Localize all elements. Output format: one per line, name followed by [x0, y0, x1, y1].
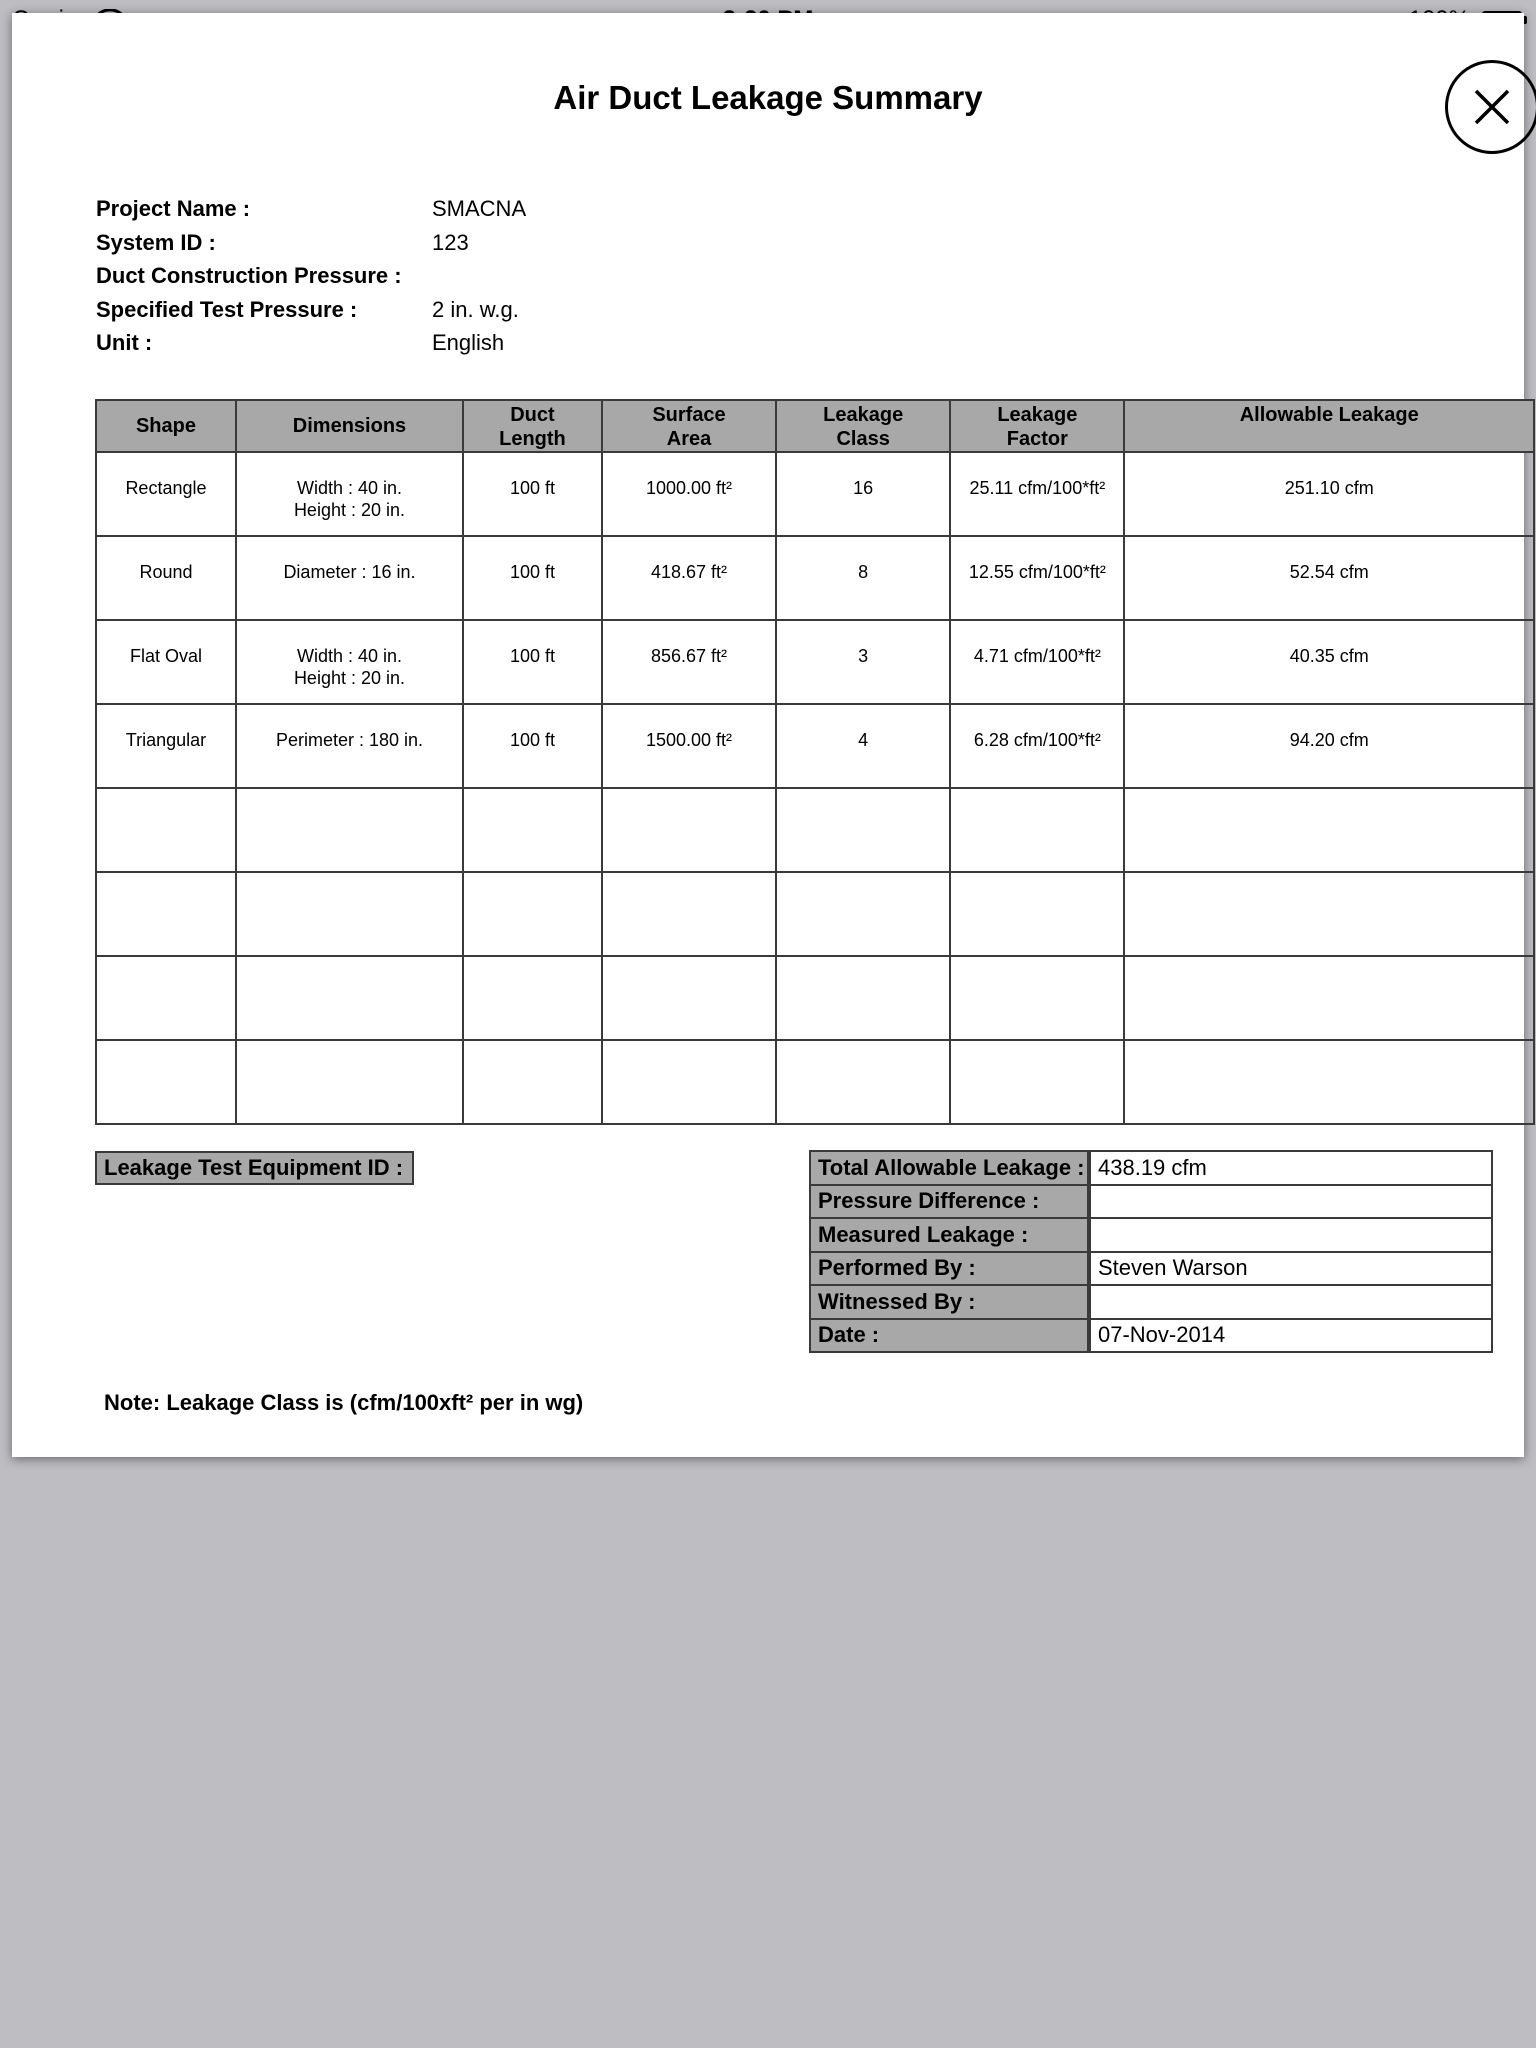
page-title: Air Duct Leakage Summary [553, 79, 983, 116]
cell-allowable-leakage [1124, 788, 1534, 872]
totals-label: Performed By : [810, 1252, 1088, 1286]
cell-leakage-class: 16 [776, 452, 950, 536]
cell-duct-length [463, 1040, 602, 1124]
cell-dimensions [236, 788, 463, 872]
cell-allowable-leakage [1124, 1040, 1534, 1124]
column-header-duct-length: Duct Length [463, 400, 602, 452]
totals-label: Pressure Difference : [810, 1185, 1088, 1219]
cell-dimensions: Perimeter : 180 in. [236, 704, 463, 788]
column-header-leakage-factor: Leakage Factor [950, 400, 1124, 452]
cell-leakage-class [776, 788, 950, 872]
info-value: SMACNA [432, 196, 527, 221]
cell-leakage-class: 3 [776, 620, 950, 704]
cell-shape [96, 1040, 236, 1124]
info-label: Duct Construction Pressure : [96, 263, 402, 288]
leakage-class-note: Note: Leakage Class is (cfm/100xft² per in wg) [104, 1390, 584, 1415]
cell-dimensions [236, 1040, 463, 1124]
table-row [96, 1040, 1534, 1124]
cell-duct-length: 100 ft [463, 536, 602, 620]
cell-leakage-factor [950, 788, 1124, 872]
summary-sheet [12, 13, 1524, 1457]
cell-surface-area [602, 956, 776, 1040]
table-row [96, 452, 1534, 536]
cell-surface-area: 418.67 ft² [602, 536, 776, 620]
cell-shape: Flat Oval [96, 620, 236, 704]
table-row [96, 956, 1534, 1040]
column-header-leakage-class: Leakage Class [776, 400, 950, 452]
cell-dimensions [236, 956, 463, 1040]
cell-surface-area [602, 1040, 776, 1124]
cell-surface-area [602, 872, 776, 956]
cell-dimensions: Diameter : 16 in. [236, 536, 463, 620]
cell-shape [96, 956, 236, 1040]
totals-value [1090, 1185, 1492, 1219]
totals-value: 438.19 cfm [1090, 1151, 1492, 1185]
cell-dimensions: Width : 40 in. Height : 20 in. [236, 452, 463, 536]
info-value: 123 [432, 229, 469, 255]
totals-row [810, 1185, 1492, 1219]
totals-row [810, 1151, 1492, 1185]
totals-table [809, 1150, 1493, 1353]
totals-label: Witnessed By : [810, 1285, 1088, 1319]
totals-row [810, 1252, 1492, 1286]
cell-duct-length [463, 872, 602, 956]
column-header-allowable-leakage: Allowable Leakage [1124, 400, 1534, 452]
cell-leakage-class: 4 [776, 704, 950, 788]
table-row [96, 536, 1534, 620]
totals-row [810, 1319, 1492, 1353]
cell-allowable-leakage: 52.54 cfm [1124, 536, 1534, 620]
cell-leakage-factor [950, 1040, 1124, 1124]
leakage-table [95, 399, 1535, 1125]
close-button[interactable] [1445, 60, 1536, 154]
cell-allowable-leakage [1124, 872, 1534, 956]
column-header-surface-area: Surface Area [602, 400, 776, 452]
cell-surface-area [602, 788, 776, 872]
totals-value [1090, 1285, 1492, 1319]
cell-leakage-class [776, 872, 950, 956]
info-label: Project Name : [96, 196, 251, 221]
info-label: System ID : [96, 229, 216, 255]
cell-dimensions: Width : 40 in. Height : 20 in. [236, 620, 463, 704]
close-icon [1472, 87, 1512, 127]
column-header-shape: Shape [96, 400, 236, 452]
cell-duct-length: 100 ft [463, 452, 602, 536]
cell-leakage-class: 8 [776, 536, 950, 620]
cell-shape: Rectangle [96, 452, 236, 536]
cell-shape [96, 788, 236, 872]
cell-duct-length: 100 ft [463, 704, 602, 788]
cell-leakage-factor: 25.11 cfm/100*ft² [950, 452, 1124, 536]
cell-allowable-leakage: 94.20 cfm [1124, 704, 1534, 788]
totals-label: Measured Leakage : [810, 1218, 1088, 1252]
cell-leakage-factor [950, 956, 1124, 1040]
info-label: Unit : [96, 330, 153, 355]
cell-leakage-class [776, 1040, 950, 1124]
totals-row [810, 1218, 1492, 1252]
totals-value: 07-Nov-2014 [1090, 1319, 1492, 1353]
cell-leakage-factor: 12.55 cfm/100*ft² [950, 536, 1124, 620]
info-label: Specified Test Pressure : [96, 296, 358, 322]
cell-shape: Triangular [96, 704, 236, 788]
table-row [96, 872, 1534, 956]
cell-shape: Round [96, 536, 236, 620]
cell-duct-length [463, 956, 602, 1040]
cell-leakage-class [776, 956, 950, 1040]
table-header-row [96, 400, 1534, 452]
cell-leakage-factor [950, 872, 1124, 956]
cell-surface-area: 1000.00 ft² [602, 452, 776, 536]
totals-label: Date : [810, 1319, 1088, 1353]
table-row [96, 620, 1534, 704]
cell-duct-length [463, 788, 602, 872]
table-row [96, 704, 1534, 788]
table-row [96, 788, 1534, 872]
totals-label: Total Allowable Leakage : [810, 1151, 1088, 1185]
cell-allowable-leakage: 251.10 cfm [1124, 452, 1534, 536]
cell-allowable-leakage: 40.35 cfm [1124, 620, 1534, 704]
cell-duct-length: 100 ft [463, 620, 602, 704]
cell-surface-area: 856.67 ft² [602, 620, 776, 704]
column-header-dimensions: Dimensions [236, 400, 463, 452]
cell-leakage-factor: 6.28 cfm/100*ft² [950, 704, 1124, 788]
cell-shape [96, 872, 236, 956]
cell-leakage-factor: 4.71 cfm/100*ft² [950, 620, 1124, 704]
equipment-id-label: Leakage Test Equipment ID : [95, 1151, 414, 1185]
cell-allowable-leakage [1124, 956, 1534, 1040]
cell-surface-area: 1500.00 ft² [602, 704, 776, 788]
info-value: English [432, 330, 505, 355]
cell-dimensions [236, 872, 463, 956]
totals-value [1090, 1218, 1492, 1252]
info-value: 2 in. w.g. [432, 296, 519, 322]
totals-value: Steven Warson [1090, 1252, 1492, 1286]
totals-row [810, 1285, 1492, 1319]
